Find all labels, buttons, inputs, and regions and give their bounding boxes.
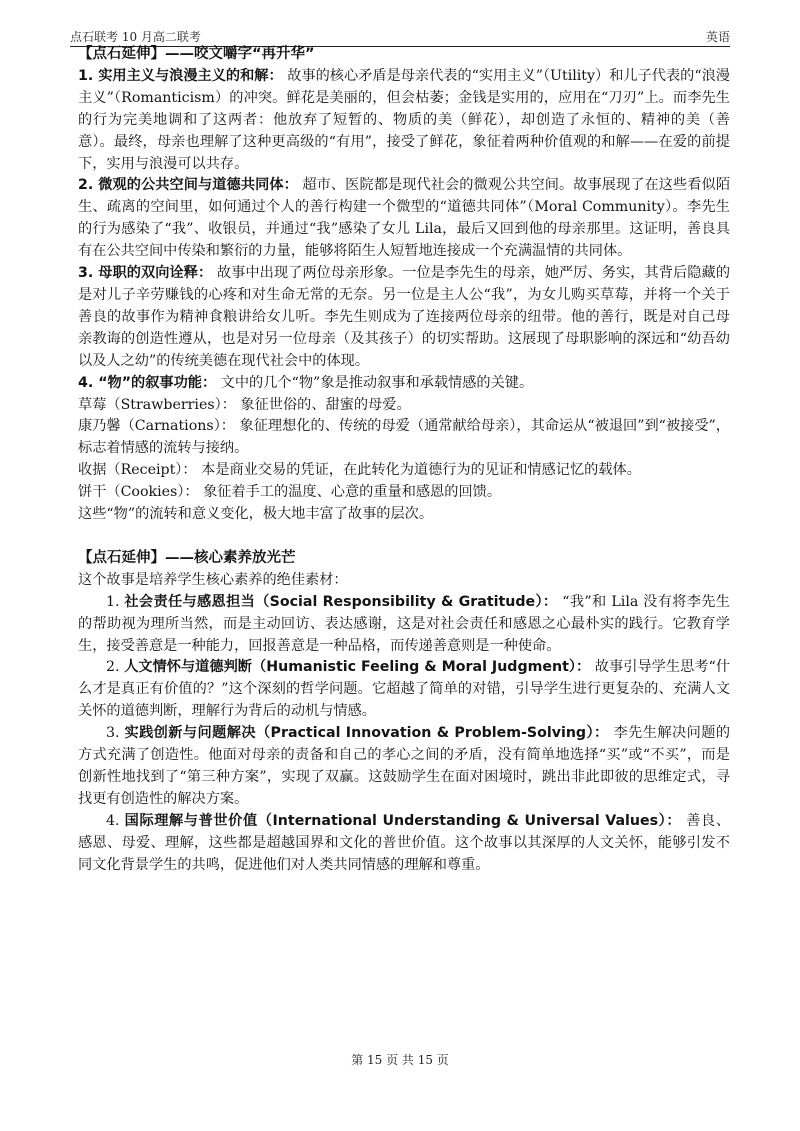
document-body [78, 44, 730, 877]
section2-item-2-heading: 人文情怀与道德判断（Humanistic Feeling & Moral Judgment）： [124, 659, 591, 676]
section1-closing: 这些“物”的流转和意义变化，极大地丰富了故事的层次。 [78, 506, 434, 523]
section2-item-3 [78, 723, 730, 811]
section1-item-1-text: 故事的核心矛盾是母亲代表的“实用主义”（Utility）和儿子代表的“浪漫主义”（Romanticism）的冲突。鲜花是美丽的，但会枯萎；金钱是实用的，应用在“刀刃”上。而李先生的行为完美地调和了这两者：他放弃了短暂的、物质的美（鲜花），却创造了永恒的、精神的美（善意）。最终，母亲也理解了这种更高级的“有用”，接受了鲜花，象征着两种价值观的和解——在爱的前提下，实用与浪漫可以共存。 [78, 67, 730, 172]
section1-item-1-heading: 1. 实用主义与浪漫主义的和解： [78, 67, 283, 84]
object-receipt-label: 收据（Receipt）： [78, 462, 197, 479]
section1-item-2-text: 超市、医院都是现代社会的微观公共空间。故事展现了在这些看似陌生、疏离的空间里，如何通过个人的善行构建一个微型的“道德共同体”（Moral Community）。李先生的行为感染了“我”、收银员，并通过“我”感染了女儿 Lila，最后又回到他的母亲那里。这证明，善良具有在公共空间中传染和繁衍的力量，能够将陌生人短暂地连接成一个充满温情的共同体。 [78, 177, 731, 260]
section1-item-2-heading: 2. 微观的公共空间与道德共同体： [78, 177, 298, 194]
section1-item-4 [78, 373, 730, 395]
section2-title [78, 548, 730, 570]
section-spacer [78, 526, 730, 548]
object-receipt [78, 460, 730, 482]
object-carnations-text: 象征理想化的、传统的母爱（通常献给母亲），其命运从“被退回”到“被接受”，标志着情感的流转与接纳。 [78, 418, 730, 457]
section2-item-3-num: 3. [106, 725, 125, 742]
object-strawberries [78, 395, 730, 417]
section1-item-1 [78, 66, 730, 176]
header-subject: 英语 [705, 30, 730, 44]
page-number: 第 15 页 共 15 页 [351, 1053, 449, 1067]
section1-item-3-text: 故事中出现了两位母亲形象。一位是李先生的母亲，她严厉、务实，其背后隐藏的是对儿子辛劳赚钱的心疼和对生命无常的无奈。另一位是主人公“我”，为女儿购买草莓，并将一个关于善良的故事作为精神食粮讲给女儿听。李先生则成为了连接两位母亲的纽带。他的善行，既是对自己母亲教诲的创造性遵从，也是对另一位母亲（及其孩子）的切实帮助。这展现了母职影响的深远和“幼吾幼以及人之幼”的传统美德在现代社会中的体现。 [78, 265, 731, 369]
section2-title-rest: ——核心素养放光芒 [165, 549, 296, 566]
section2-item-4-text: 善良、感恩、母爱、理解，这些都是超越国界和文化的普世价值。这个故事以其深厚的人文关怀，能够引发不同文化背景学生的共鸣，促进他们对人类共同情感的理解和尊重。 [78, 812, 731, 873]
section2-item-4-num: 4. [106, 812, 125, 829]
section2-item-1 [78, 592, 730, 658]
object-strawberries-label: 草莓（Strawberries）： [78, 396, 236, 413]
section2-item-2-text: 故事引导学生思考“什么才是真正有价值的？”这个深刻的哲学问题。它超越了简单的对错，引导学生进行更复杂的、充满人文关怀的道德判断，理解行为背后的动机与情感。 [78, 659, 731, 720]
section2-item-1-num: 1. [106, 593, 125, 610]
section1-title-rest: ——咬文嚼字“再升华” [165, 46, 315, 62]
section1-item-3 [78, 263, 730, 373]
section2-item-3-heading: 实践创新与问题解决（Practical Innovation & Problem-Solving）： [124, 725, 609, 742]
object-strawberries-text: 象征世俗的、甜蜜的母爱。 [235, 396, 411, 413]
section1-item-2 [78, 175, 730, 263]
section1-title [78, 44, 730, 66]
section1-item-3-heading: 3. 母职的双向诠释： [78, 265, 213, 282]
section2-item-1-text: “我”和 Lila 没有将李先生的帮助视为理所当然，而是主动回访、表达感谢，这是对社会责任和感恩之心最朴实的践行。它教育学生，接受善意是一种能力，回报善意是一种品格，而传递善意则是一种使命。 [78, 593, 730, 654]
object-carnations-label: 康乃馨（Carnations）： [78, 418, 235, 435]
object-carnations [78, 416, 730, 460]
section1-title-bracket: 【点石延伸】 [78, 46, 165, 62]
object-cookies-text: 象征着手工的温度、心意的重量和感恩的回馈。 [198, 484, 502, 501]
section2-item-1-heading: 社会责任与感恩担当（Social Responsibility & Gratitude）： [124, 593, 558, 610]
section2-item-2 [78, 657, 730, 723]
section2-item-3-text: 李先生解决问题的方式充满了创造性。他面对母亲的责备和自己的孝心之间的矛盾，没有简单地选择“买”或“不买”，而是创新性地找到了“第三种方案”，实现了双赢。这鼓励学生在面对困境时，跳出非此即彼的思维定式，寻找更有创造性的解决方案。 [78, 725, 731, 807]
section2-intro: 这个故事是培养学生核心素养的绝佳素材： [78, 571, 348, 588]
section2-item-4 [78, 811, 730, 877]
section2-title-bracket: 【点石延伸】 [78, 549, 165, 566]
section2-item-2-num: 2. [106, 659, 125, 676]
object-cookies [78, 482, 730, 504]
section1-item-4-heading: 4. “物”的叙事功能： [78, 374, 217, 391]
object-receipt-text: 本是商业交易的凭证，在此转化为道德行为的见证和情感记忆的载体。 [196, 462, 641, 479]
object-cookies-label: 饼干（Cookies）： [78, 484, 199, 501]
header-exam-title: 点石联考 10 月高二联考 [70, 30, 201, 44]
section2-item-4-heading: 国际理解与普世价值（International Understanding & Universal Values）： [124, 812, 682, 829]
section1-item-4-text: 文中的几个“物”象是推动叙事和承载情感的关键。 [216, 374, 534, 391]
